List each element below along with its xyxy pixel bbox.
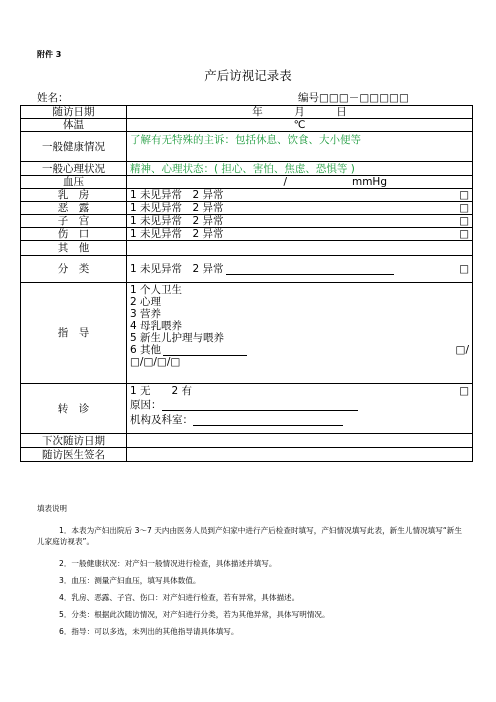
referral-field[interactable]: [127, 384, 473, 434]
referral-options: 1 无 2 有: [130, 385, 193, 397]
referral-institution-label: 机构及科室：: [130, 414, 193, 426]
guidance-other-blank[interactable]: [163, 344, 247, 356]
row-next-visit: [21, 434, 473, 448]
bp-slash: /: [283, 176, 287, 188]
general-health-label: 一般健康情况: [21, 132, 127, 162]
doctor-signature-label: 随访医生签名: [21, 448, 127, 462]
row-breast: [21, 189, 473, 202]
breast-checkbox[interactable]: □: [459, 189, 469, 201]
guidance-item-6: 6 其他: [130, 344, 162, 356]
next-visit-label: 下次随访日期: [21, 434, 127, 448]
guidance-field[interactable]: [127, 283, 473, 384]
guidance-item-1: 1 个人卫生: [130, 284, 183, 296]
visit-record-table: [20, 105, 473, 462]
uterus-field[interactable]: [127, 215, 473, 228]
row-guidance: [21, 283, 473, 384]
row-psych: [21, 162, 473, 176]
note-1: 1．本表为产妇出院后 3～7 天内由医务人员到产妇家中进行产后检查时填写，产妇情况填写此表，新生儿情况填写“新生儿家庭访视表”。: [37, 526, 462, 546]
referral-checkbox[interactable]: □: [459, 385, 469, 397]
classification-field[interactable]: [127, 256, 473, 283]
psych-field[interactable]: 精神、心理状态：( 担心、害怕、焦虑、恐惧等 ): [127, 162, 473, 176]
referral-institution-row: [130, 414, 469, 426]
lochia-label: 恶 露: [21, 202, 127, 215]
wound-checkbox[interactable]: □: [459, 228, 469, 240]
general-health-field[interactable]: 了解有无特殊的主诉：包括休息、饮食、大小便等: [127, 132, 473, 162]
guidance-item-3: 3 营养: [130, 308, 162, 320]
referral-institution-blank[interactable]: [193, 414, 343, 426]
serial-number-label: 编号□□□－□□□□□: [298, 92, 409, 104]
lochia-options: 1 未见异常 2 异常: [130, 202, 224, 214]
classification-label: 分 类: [21, 256, 127, 283]
referral-reason-label: 原因：: [130, 399, 162, 411]
visit-date-field[interactable]: 年 月 日: [127, 106, 473, 119]
note-3: 3．血压：测量产妇血压，填写具体数值。: [59, 576, 201, 585]
bp-unit: mmHg: [351, 176, 387, 188]
row-lochia: [21, 202, 473, 215]
lochia-field[interactable]: [127, 202, 473, 215]
breast-options: 1 未见异常 2 异常: [130, 189, 224, 201]
classification-checkbox[interactable]: □: [459, 263, 469, 275]
referral-reason-row: [130, 399, 469, 411]
attachment-label: 附件 3: [37, 50, 62, 59]
guidance-item-4: 4 母乳喂养: [130, 320, 183, 332]
row-visit-date: [21, 106, 473, 119]
classification-options: 1 未见异常 2 异常: [130, 263, 224, 275]
referral-options-row: [130, 385, 469, 397]
row-blood-pressure: [21, 176, 473, 189]
doctor-signature-field[interactable]: [127, 448, 473, 462]
other-label: 其 他: [21, 241, 127, 256]
temperature-field[interactable]: ℃: [127, 119, 473, 132]
guidance-item-6-row: [130, 344, 469, 356]
referral-reason-blank[interactable]: [162, 399, 358, 411]
other-field[interactable]: [127, 241, 473, 256]
bp-field[interactable]: [127, 176, 473, 189]
lochia-checkbox[interactable]: □: [459, 202, 469, 214]
visit-date-label: 随访日期: [21, 106, 127, 119]
row-temperature: [21, 119, 473, 132]
row-doctor-signature: [21, 448, 473, 462]
classification-blank[interactable]: [226, 263, 394, 275]
note-5: 5．分类：根据此次随访情况，对产妇进行分类，若为其他异常，具体写明情况。: [59, 610, 330, 619]
row-uterus: [21, 215, 473, 228]
guidance-item-5: 5 新生儿护理与喂养: [130, 332, 225, 344]
breast-field[interactable]: [127, 189, 473, 202]
guidance-multi-checkboxes[interactable]: □/□/□/□: [130, 356, 181, 368]
note-4: 4．乳房、恶露、子宫、伤口：对产妇进行检查，若有异常，具体描述。: [59, 593, 300, 602]
note-2: 2．一般健康状况：对产妇一般情况进行检查，具体描述并填写。: [59, 559, 277, 568]
temperature-label: 体温: [21, 119, 127, 132]
note-6: 6．指导：可以多选，未列出的其他指导请具体填写。: [59, 627, 239, 636]
breast-label: 乳 房: [21, 189, 127, 202]
notes-title: 填表说明: [37, 504, 67, 513]
uterus-label: 子 宫: [21, 215, 127, 228]
guidance-checkbox[interactable]: □/: [455, 344, 469, 356]
guidance-label: 指 导: [21, 283, 127, 384]
form-title: 产后访视记录表: [204, 68, 292, 83]
wound-field[interactable]: [127, 228, 473, 241]
row-classification: [21, 256, 473, 283]
uterus-checkbox[interactable]: □: [459, 215, 469, 227]
uterus-options: 1 未见异常 2 异常: [130, 215, 224, 227]
bp-label: 血压: [21, 176, 127, 189]
name-label: 姓名：: [37, 92, 69, 104]
row-wound: [21, 228, 473, 241]
next-visit-field[interactable]: [127, 434, 473, 448]
row-referral: [21, 384, 473, 434]
row-other: [21, 241, 473, 256]
row-general-health: [21, 132, 473, 162]
wound-options: 1 未见异常 2 异常: [130, 228, 224, 240]
guidance-item-2: 2 心理: [130, 296, 162, 308]
psych-label: 一般心理状况: [21, 162, 127, 176]
referral-label: 转 诊: [21, 384, 127, 434]
wound-label: 伤 口: [21, 228, 127, 241]
